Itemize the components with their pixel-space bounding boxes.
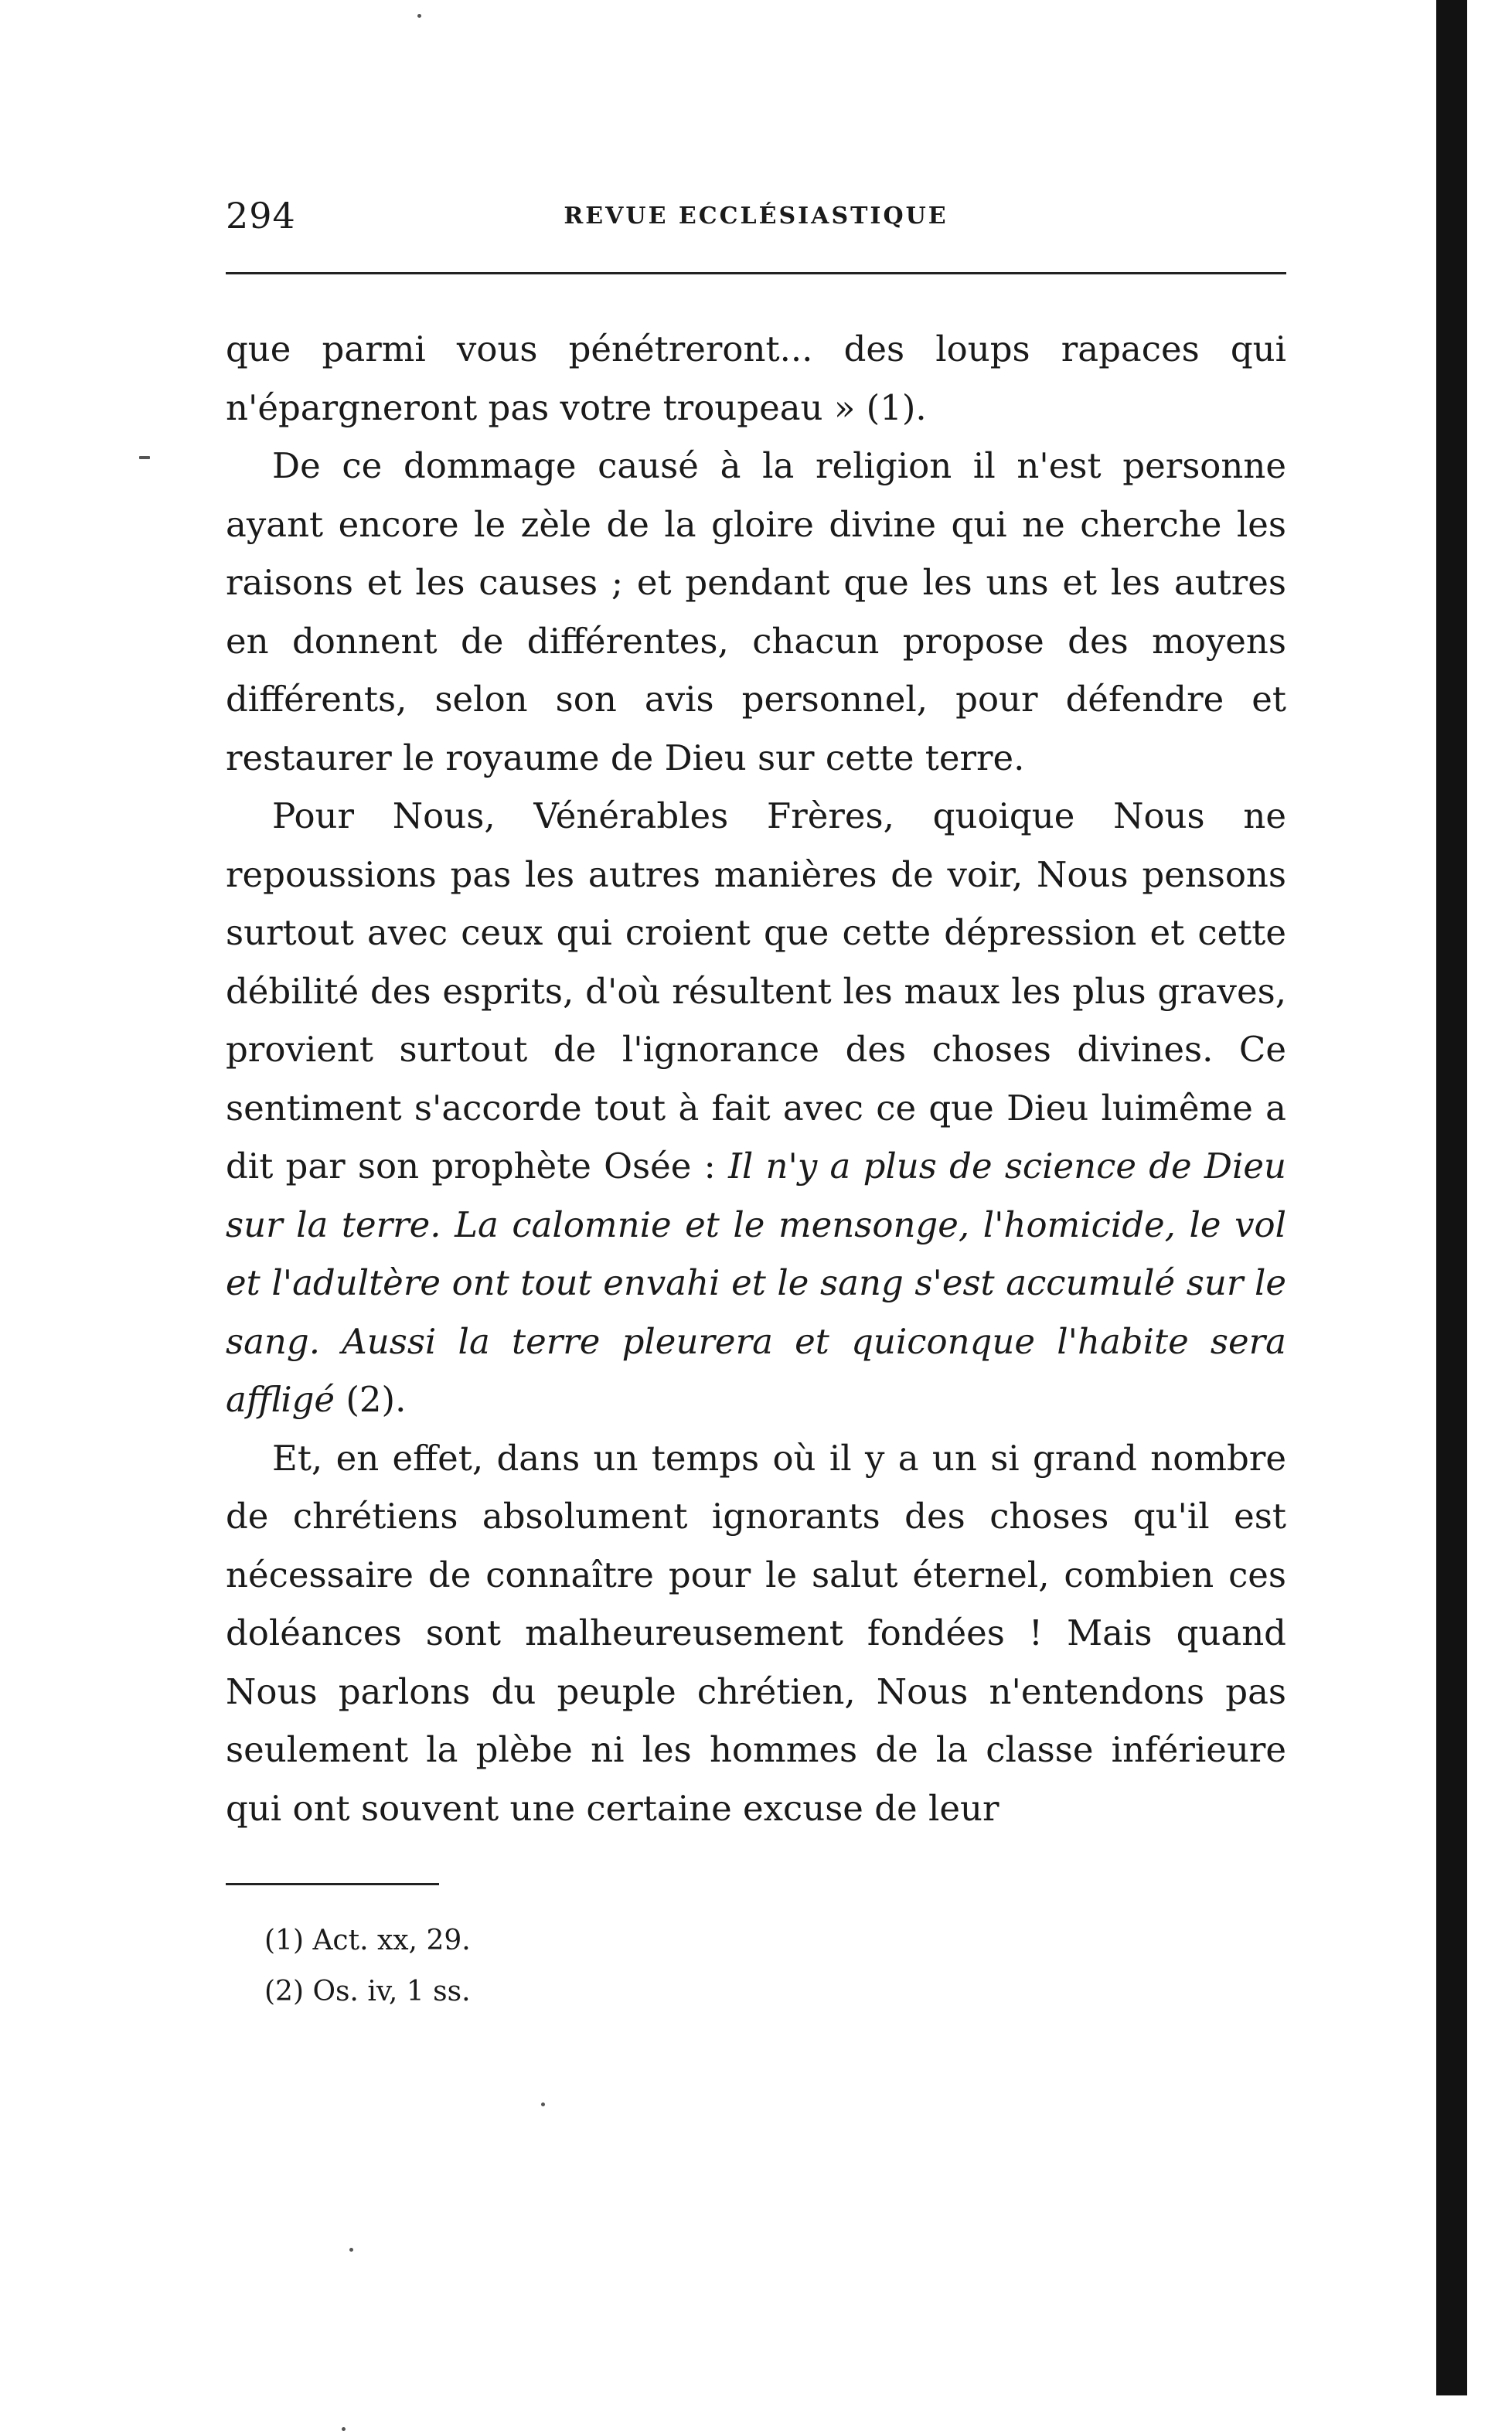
paragraph-3 [226,787,1286,1429]
footnote-2: (2) Os. iv, 1 ss. [264,1976,471,2007]
footnote-1: (1) Act. xx, 29. [264,1925,471,1956]
paragraph-4: Et, en effet, dans un temps où il y a un si grand nombre de chrétiens absolument ignorants des choses qu'il est nécessaire de connaître pour le salut éternel, combien ces doléances sont malheureusement fondées ! Mais quand Nous parlons du peuple chrétien, Nous n'entendons pas seulement la plèbe ni les hommes de la classe inférieure qui ont souvent une certaine excuse de leur [226,1437,1286,1829]
footnotes [264,1915,471,2017]
page-edge [1436,0,1467,2395]
quotation-osee: Il n'y a plus de science de Dieu sur la terre. La calomnie et le mensonge, l'homicide, le vol et l'adultère ont tout envahi et le sang s'est accumulé sur le sang. Aussi la terre pleurera et quiconque l'habite sera affligé [226,1146,1286,1420]
paper-speck [417,14,421,18]
paper-speck [349,2248,353,2252]
paragraph-2: De ce dommage causé à la religion il n'est personne ayant encore le zèle de la gloire divine qui ne cherche les raisons et les causes ; et pendant que les uns et les autres en donnent de différentes, chacun propose des moyens différents, selon son avis personnel, pour défendre et restaurer le royaume de Dieu sur cette terre. [226,445,1286,778]
paragraph-3-text: Pour Nous, Vénérables Frères, quoique Nous ne repoussions pas les autres manières de voir, Nous pensons surtout avec ceux qui croient que cette dépression et cette débilité des esprits, d'où résultent les maux les plus graves, provient surtout de l'ignorance des choses divines. Ce sentiment s'accorde tout à fait avec ce que Dieu luimême a dit par son prophète Osée : [226,795,1286,1187]
paragraph-1: que parmi vous pénétreront... des loups rapaces qui n'épargneront pas votre troupeau » (1). [226,329,1286,428]
paper-speck [342,2427,346,2431]
body-text [226,320,1286,1837]
running-head: REVUE ECCLÉSIASTIQUE [564,203,948,230]
footnote-rule [226,1883,439,1885]
paper-speck [541,2102,545,2106]
paper-speck [139,456,150,459]
page-number: 294 [226,195,296,237]
header-rule [226,272,1286,274]
page-header [226,195,1286,241]
footnote-ref-2: (2). [346,1379,407,1420]
